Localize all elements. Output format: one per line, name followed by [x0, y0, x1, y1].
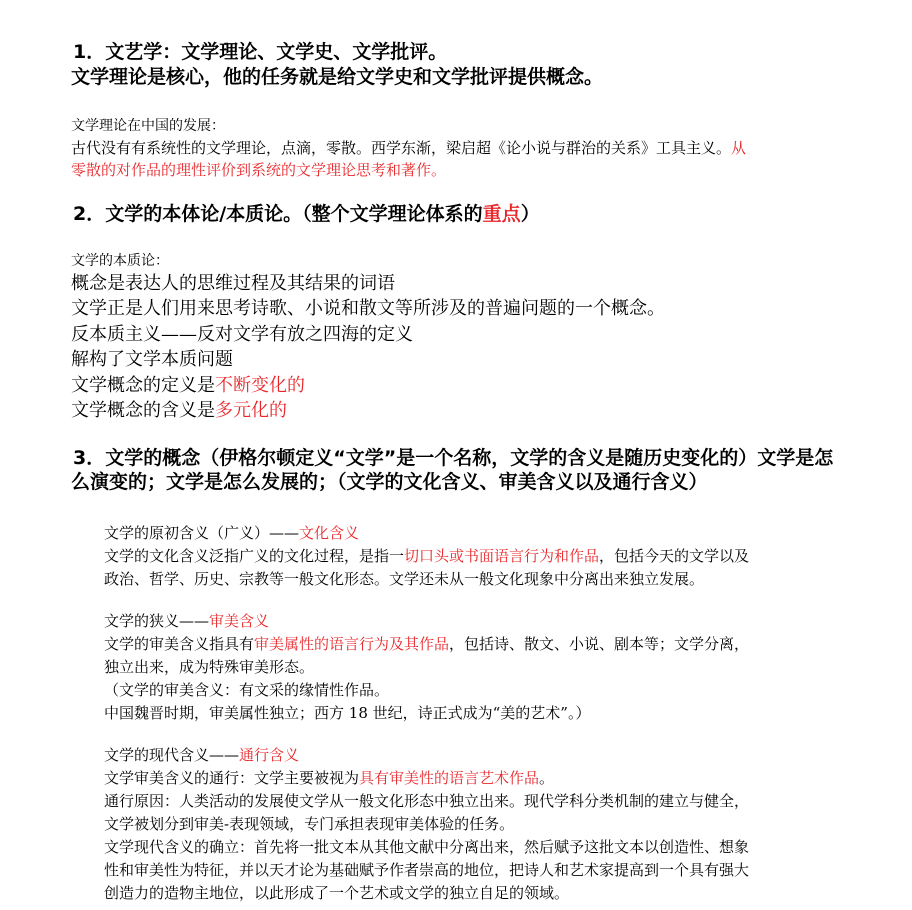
section2-heading	[73, 205, 540, 224]
section1-highlight-start: 从	[731, 139, 747, 157]
block1-line2: 政治、哲学、历史、宗教等一般文化形态。文学还未从一般文化现象中分离出来独立发展。	[104, 570, 705, 588]
block1-title-highlight: 文化含义	[299, 524, 360, 542]
section1-heading-line2: 文学理论是核心，他的任务就是给文学史和文学批评提供概念。	[71, 66, 604, 88]
block2-line1	[104, 637, 749, 652]
block3-line3: 文学被划分到审美-表现领域，专门承担表现审美体验的任务。	[104, 815, 515, 833]
section2-subtitle: 文学的本质论：	[71, 253, 169, 269]
block2-line1-text-a: 文学的审美含义指具有	[104, 635, 255, 653]
block1-line1-highlight: 切口头或书面语言行为和作品	[404, 547, 600, 565]
section2-line1: 概念是表达人的思维过程及其结果的词语	[71, 273, 395, 294]
block3-title-text: 文学的现代含义——	[104, 746, 240, 764]
block3-line4: 文学现代含义的确立：首先将一批文本从其他文献中分离出来，然后赋予这批文本以创造性、想象	[104, 838, 750, 856]
block2-line2: 独立出来，成为特殊审美形态。	[104, 658, 315, 676]
section2-line2: 文学正是人们用来思考诗歌、小说和散文等所涉及的普遍问题的一个概念。	[71, 298, 665, 319]
section1-paragraph-line2: 零散的对作品的理性评价到系统的文学理论思考和著作。	[71, 161, 447, 179]
block1-title-text: 文学的原初含义（广义）——	[104, 524, 300, 542]
section2-line4: 解构了文学本质问题	[71, 349, 233, 370]
block3-line1	[104, 771, 554, 786]
section1-subtitle: 文学理论在中国的发展：	[71, 118, 225, 134]
block3-line5: 性和审美性为特征，并以天才论为基础赋予作者崇高的地位，把诗人和艺术家提高到一个具有强大	[104, 861, 750, 879]
section1-paragraph-line1	[71, 141, 746, 156]
block2-line4: 中国魏晋时期，审美属性独立；西方 18 世纪，诗正式成为“美的艺术”。）	[104, 704, 591, 722]
block3-line1-text-a: 文学审美含义的通行：文学主要被视为	[104, 769, 360, 787]
section1-heading-line1: 1．文艺学：文学理论、文学史、文学批评。	[73, 41, 448, 63]
block2-title	[104, 614, 269, 629]
section2-line6-highlight: 多元化的	[215, 400, 287, 421]
block2-title-text: 文学的狭义——	[104, 612, 210, 630]
section2-line5-highlight: 不断变化的	[215, 375, 305, 396]
section2-heading-text: 2．文学的本体论/本质论。（整个文学理论体系的	[73, 203, 483, 225]
block3-line6: 创造力的造物主地位，以此形成了一个艺术或文学的独立自足的领域。	[104, 884, 570, 902]
section2-heading-highlight: 重点	[482, 203, 521, 225]
block2-title-highlight: 审美含义	[209, 612, 270, 630]
block2-line3: （文学的审美含义：有文采的缘情性作品。	[104, 681, 390, 699]
block3-title-highlight: 通行含义	[239, 746, 300, 764]
section3-heading-line1: 3．文学的概念（伊格尔顿定义“文学”是一个名称，文学的含义是随历史变化的）文学是怎	[73, 447, 834, 469]
section2-line5-text: 文学概念的定义是	[71, 375, 215, 396]
block3-line1-highlight: 具有审美性的语言艺术作品	[359, 769, 540, 787]
block1-line1-text-b: ，包括今天的文学以及	[599, 547, 750, 565]
block3-line2: 通行原因：人类活动的发展使文学从一般文化形态中独立出来。现代学科分类机制的建立与健全，	[104, 792, 750, 810]
block3-line1-text-b: 。	[539, 769, 555, 787]
block3-title	[104, 748, 299, 763]
section2-heading-end: ）	[520, 203, 540, 225]
section3-heading-line2: 么演变的；文学是怎么发展的；（文学的文化含义、审美含义以及通行含义）	[71, 471, 708, 493]
block1-line1-text-a: 文学的文化含义泛指广义的文化过程，是指一	[104, 547, 405, 565]
section1-paragraph-text: 古代没有有系统性的文学理论，点滴，零散。西学东渐，梁启超《论小说与群治的关系》工具主义。	[71, 139, 732, 157]
block2-line1-text-b: ，包括诗、散文、小说、剧本等；文学分离，	[449, 635, 750, 653]
section2-line5	[71, 377, 305, 395]
block1-line1	[104, 549, 749, 564]
block2-line1-highlight: 审美属性的语言行为及其作品	[254, 635, 450, 653]
section2-line6	[71, 402, 287, 420]
block1-title	[104, 526, 359, 541]
section2-line6-text: 文学概念的含义是	[71, 400, 215, 421]
section2-line3: 反本质主义——反对文学有放之四海的定义	[71, 324, 413, 345]
